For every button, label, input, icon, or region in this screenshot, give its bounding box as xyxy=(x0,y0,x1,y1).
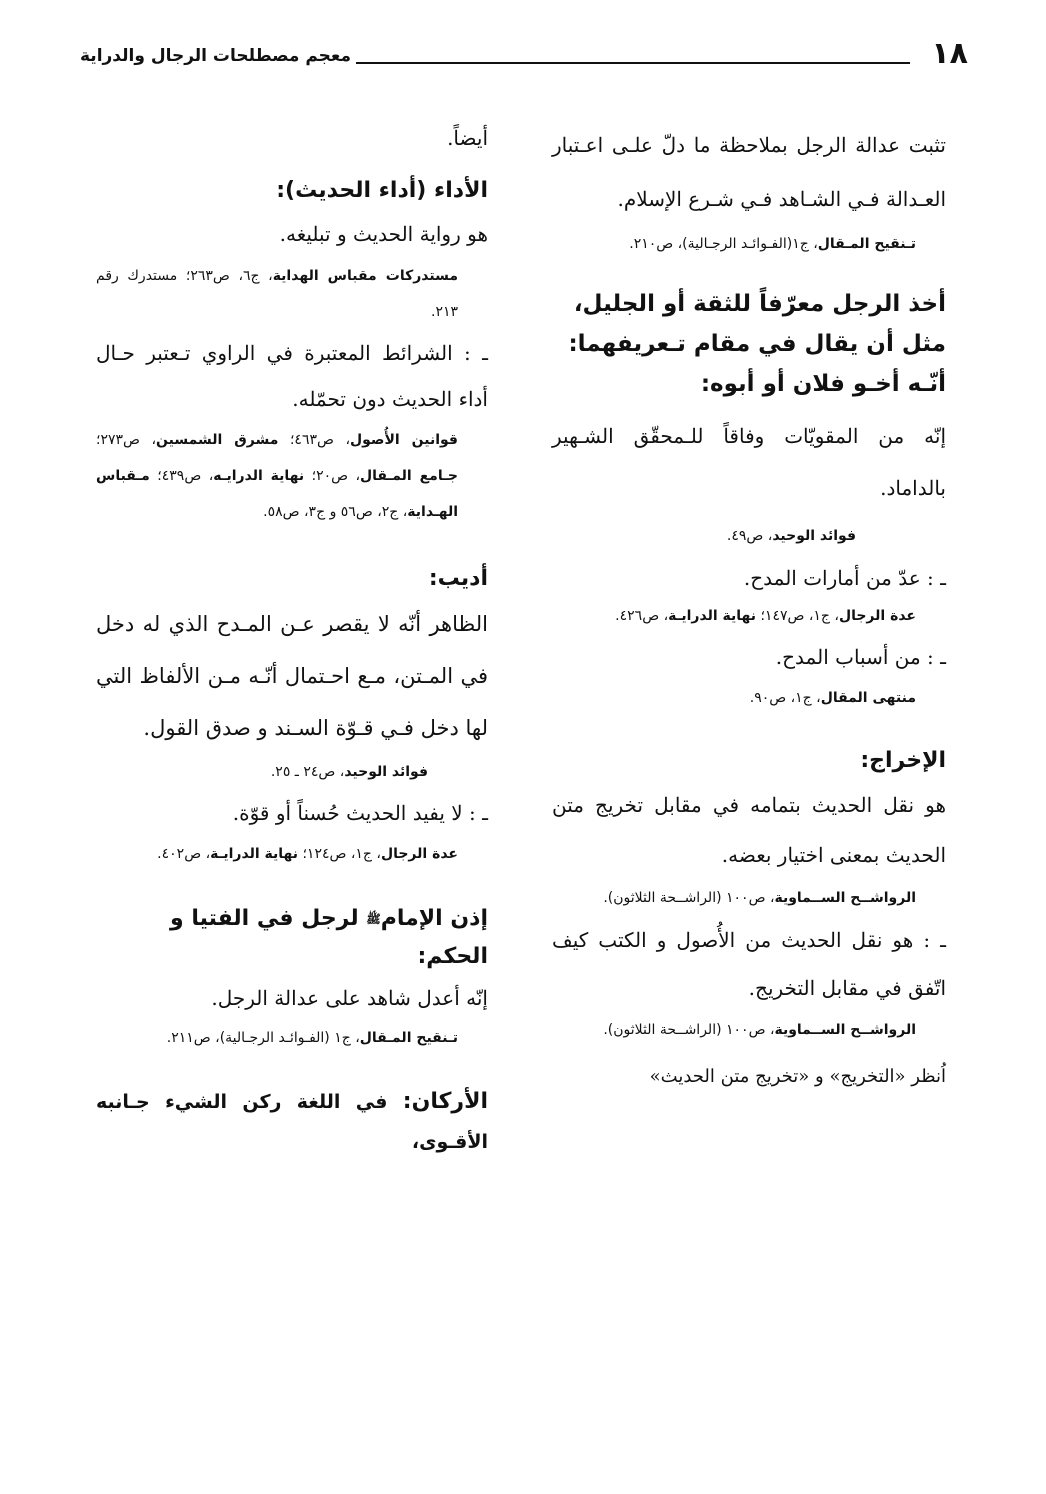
page-header xyxy=(80,34,968,74)
entry-text: هو نقل الحديث بتمامه في مقابل تخريج متن الحديث بمعنى اختيار بعضه. xyxy=(552,793,946,867)
sub-entry-text: ـ : هو نقل الحديث من الأُصول و الكتب كيف اتّفق في مقابل التخريج. xyxy=(552,928,946,1000)
intro-text: تثبت عدالة الرجل بملاحظة ما دلّ علـى اعـتبار العـدالة فـي الشـاهد فـي شـرع الإسلام. xyxy=(552,133,946,211)
ref-source: قوانين الأُصول xyxy=(350,432,458,448)
entry-heading: الأركان: xyxy=(402,1089,488,1114)
entry-definition: في اللغة ركن الشيء جـانبه الأقـوى، xyxy=(96,1091,488,1153)
entry-reference xyxy=(96,1020,488,1056)
ref-detail: ، ص٢٤ ـ ٢٥. xyxy=(270,764,345,780)
ref-detail: ، ص٢٠؛ xyxy=(304,468,361,484)
entry-text: إنّه من المقويّات وفاقاً للـمحقّق الشـهير بالداماد. xyxy=(552,424,946,500)
ref-source: الرواشــح الســماوية xyxy=(774,890,916,906)
right-column xyxy=(552,118,946,1100)
ref-detail: ، ص٤٢٦. xyxy=(615,608,669,624)
ref-detail: ، ج١ (الفـوائـد الرجـالية)، ص٢١١. xyxy=(166,1030,360,1046)
ref-source: منتهى المقال xyxy=(820,690,916,706)
ref-source: نهاية الدرايـة xyxy=(210,846,299,862)
ref-source: نهاية الدرايـة xyxy=(668,608,757,624)
sub-entry-text: ـ : عدّ من أمارات المدح. xyxy=(743,566,946,590)
ref-detail: ، ج١، ص٩٠. xyxy=(749,690,821,706)
entry-reference xyxy=(96,258,488,330)
heading-main: إذن الإمام xyxy=(380,906,488,931)
left-column xyxy=(96,118,488,1162)
continued-text: أيضاً. xyxy=(447,126,488,150)
sub-entry-reference xyxy=(552,680,946,716)
sub-entry-reference xyxy=(552,598,946,634)
ref-source: عدة الرجال xyxy=(838,608,916,624)
entry-reference xyxy=(552,514,946,558)
ref-detail: ، ج١، ص١٢٤؛ xyxy=(298,846,381,862)
ref-detail: ، ص٤٩. xyxy=(726,528,773,544)
honorific-mark: ﷺ xyxy=(366,912,381,926)
sub-entry-reference xyxy=(552,1012,946,1048)
entry-heading xyxy=(96,900,488,976)
running-title: معجم مصطلحات الرجال والدراية xyxy=(80,46,352,66)
ref-detail: ، ج٢، ص٥٦ و ج٣، ص٥٨. xyxy=(263,504,408,520)
ref-detail: ، ج١(الفـوائـد الرجـالية)، ص٢١٠. xyxy=(629,236,818,252)
entry-heading: أخذ الرجل معرّفاً للثقة أو الجليل، مثل أن يقال في مقام تـعريفهما: أنّـه أخـو فلان أو أبوه: xyxy=(568,291,946,397)
entry-reference xyxy=(552,880,946,916)
entry-text: إنّه أعدل شاهد على عدالة الرجل. xyxy=(211,986,488,1010)
ref-detail: ، ص١٠٠ (الراشــحة الثلاثون). xyxy=(603,890,775,906)
header-rule xyxy=(356,62,910,64)
ref-detail: ، ص١٠٠ (الراشــحة الثلاثون). xyxy=(603,1022,775,1038)
entry-reference xyxy=(96,754,488,790)
ref-detail: ، ص٤٠٢. xyxy=(157,846,211,862)
intro-reference xyxy=(552,226,946,262)
ref-source: نهاية الدرايـه xyxy=(213,468,305,484)
page-number: ١٨ xyxy=(931,36,968,71)
sub-entry-text: ـ : لا يفيد الحديث حُسناً أو قوّة. xyxy=(232,801,488,825)
ref-source: جـامع المـقال xyxy=(360,468,458,484)
entry-heading: الإخراج: xyxy=(860,748,946,773)
ref-source: تـنقيح المـقال xyxy=(359,1030,458,1046)
ref-detail: ، ص٤٦٣؛ xyxy=(278,432,350,448)
entry-text: هو رواية الحديث و تبليغه. xyxy=(279,222,488,246)
ref-source: مشرق الشمسين xyxy=(156,432,279,448)
see-also-text: اُنظر «التخريج» و «تخريج متن الحديث» xyxy=(649,1066,946,1087)
ref-detail: ، ج٦، ص٢٦٣؛ مستدرك رقم ٢١٣. xyxy=(96,268,458,320)
ref-source: الرواشــح الســماوية xyxy=(774,1022,916,1038)
entry-text: الظاهر أنّه لا يقصر عـن المـدح الذي له دخل في المـتن، مـع احـتمال أنّـه مـن الألفاظ التي لها دخل فـي قـوّة السـند و صدق القول. xyxy=(96,612,488,740)
entry-heading: الأداء (أداء الحديث): xyxy=(276,178,488,203)
entry-text xyxy=(96,1082,488,1162)
sub-entry-text: ـ : من أسباب المدح. xyxy=(775,645,946,669)
ref-source: مـقباس الهـداية xyxy=(96,468,458,520)
ref-source: فوائد الوحيد xyxy=(772,528,856,544)
ref-source: عدة الرجال xyxy=(380,846,458,862)
sub-entry-text: ـ : الشرائط المعتبرة في الراوي تـعتبر حـال أداء الحديث دون تحمّله. xyxy=(96,341,488,411)
sub-entry-reference xyxy=(96,836,488,872)
ref-source: فوائد الوحيد xyxy=(344,764,428,780)
ref-source: مستدركات مقباس الهداية xyxy=(272,268,458,284)
ref-source: تـنقيح المـقال xyxy=(817,236,916,252)
heading-tail: لرجل في الفتيا و الحكم: xyxy=(170,906,488,969)
ref-detail: ، ص٢٧٣؛ xyxy=(96,432,157,448)
ref-detail: ، ص٤٣٩؛ xyxy=(149,468,214,484)
ref-detail: ، ج١، ص١٤٧؛ xyxy=(756,608,839,624)
entry-heading: أديب: xyxy=(428,566,488,591)
sub-entry-reference xyxy=(96,422,488,530)
